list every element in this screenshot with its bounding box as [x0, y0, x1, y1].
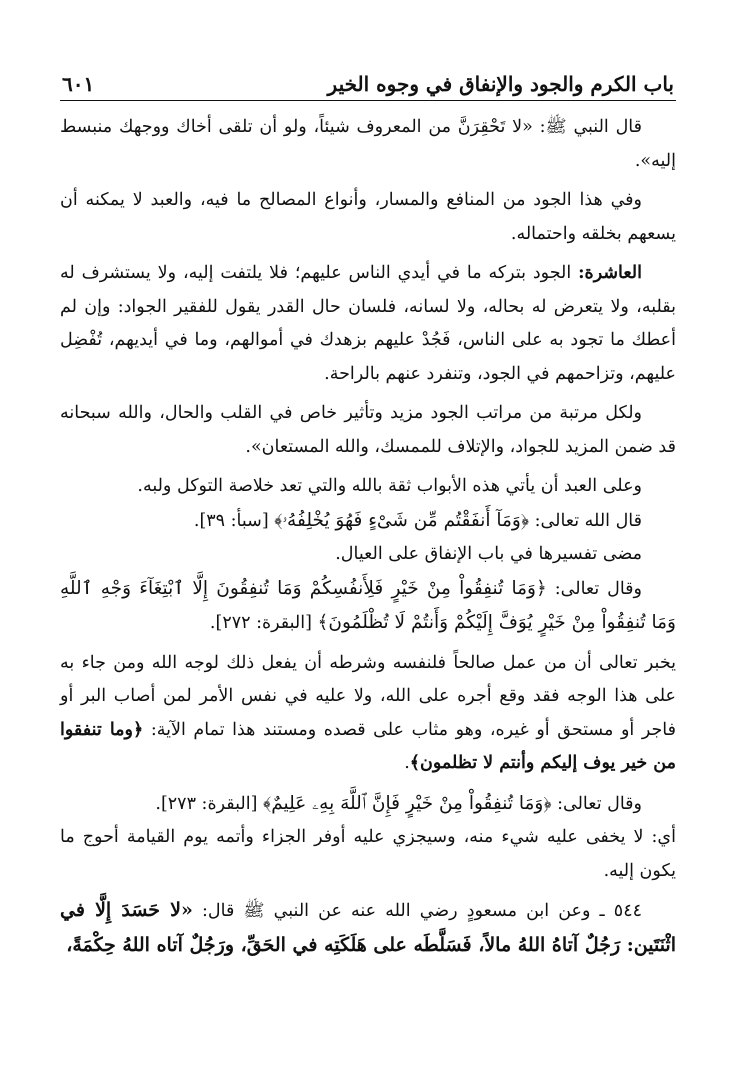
tafsir-end: . — [404, 753, 410, 773]
paragraph-hadith-544 — [60, 894, 676, 963]
quran-verse: ﴿وَمَا تُنفِقُواْ مِنْ خَيْرٍ فَإِنَّ ٱللَّهَ بِهِۦ عَلِيمٌ﴾ — [263, 792, 552, 814]
verse-intro: قال الله تعالى: — [529, 510, 642, 531]
quran-verse: ﴿وَمَا تُنفِقُواْ مِنْ خَيْرٍ فَلِأَنفُسِكُمْ وَمَا تُنفِقُونَ إِلَّا ٱبْتِغَآءَ وَجْهِ ٱللَّهِ وَمَا تُنفِقُواْ مِنْ خَيْرٍ يُوَفَّ إِلَيْكُمْ وَأَنتُمْ لَا تُظْلَمُونَ﴾ — [60, 577, 676, 633]
paragraph-explanation: أي: لا يخفى عليه شيء منه، وسيجزي عليه أوفر الجزاء وأتمه يوم القيامة أحوج ما يكون إليه. — [60, 827, 676, 881]
paragraph-verse-baqara-273 — [60, 787, 676, 822]
paragraph-verse-saba — [60, 504, 676, 539]
hadith-intro: ٥٤٤ ـ وعن ابن مسعودٍ رضي الله عنه عن النبي ﷺ قال: — [192, 901, 642, 921]
paragraph-tafsir — [60, 647, 676, 781]
text-body — [60, 111, 676, 963]
hadith-text: «لا حَسَدَ إِلَّا في اثْنَتَين: رَجُلٌ آتاهُ اللهُ مالاً، فَسَلَّطَه على هَلَكَتِه في الحَقِّ، ورَجُلٌ آتاه اللهُ حِكْمَةً، — [60, 899, 676, 956]
page-number: ٦٠١ — [62, 72, 95, 96]
verse-reference: [سبأ: ٣٩]. — [193, 510, 275, 531]
section-text: الجود بتركه ما في أيدي الناس عليهم؛ فلا يلتفت إليه، ولا يستشرف له بقلبه، ولا يتعرض له بحاله، ولا لسانه، فلسان حال القدر يقول للفقير الجواد: وإن لم أعطك ما تجود به على الناس، فَجُدْ عليهم بزهدك في أموالهم، وما في أيديهم، تُفْضِل عليهم، وتزاحمهم في الجود، وتنفرد عنهم بالراحة. — [60, 263, 676, 384]
verse-reference: [البقرة: ٢٧٢]. — [209, 613, 318, 633]
verse-intro: وقال تعالى: — [551, 793, 642, 814]
chapter-title: باب الكرم والجود والإنفاق في وجوه الخير — [327, 72, 674, 96]
paragraph-tenth — [60, 257, 676, 391]
paragraph-commentary: وفي هذا الجود من المنافع والمسار، وأنواع المصالح ما فيه، والعبد لا يمكنه أن يسعهم بخلقه واحتماله. — [60, 190, 676, 244]
verse-reference: [البقرة: ٢٧٣]. — [155, 793, 263, 814]
section-label: العاشرة: — [578, 263, 642, 283]
paragraph-ranks: ولكل مرتبة من مراتب الجود مزيد وتأثير خاص في القلب والحال، والله سبحانه قد ضمن المزيد للجواد، والإتلاف للممسك، والله المستعان». — [60, 403, 676, 457]
tafsir-text: يخبر تعالى أن من عمل صالحاً فلنفسه وشرطه أن يفعل ذلك لوجه الله ومن جاء به على هذا الوجه فقد وقع أجره على الله، ولا عليه في نفس الأمر لمن أصاب البر أو فاجر أو مستحق أو غيره، وهو مثاب على قصده ومستند هذا تمام الآية: — [60, 652, 677, 740]
verse-intro: وقال تعالى: — [546, 578, 642, 599]
paragraph-hadith-intro: قال النبي ﷺ: «لا تَحْقِرَنَّ من المعروف شيئاً، ولو أن تلقى أخاك ووجهك منبسط إليه». — [60, 117, 676, 171]
quoted-verse: ﴿وما تنفقوا من خير يوف إليكم وأنتم لا تظلمون﴾ — [60, 719, 676, 773]
paragraph-verse-baqara-272 — [60, 572, 676, 641]
quran-verse: ﴿وَمَآ أَنفَقْتُم مِّن شَىْءٍ فَهُوَ يُخْلِفُهُۥ﴾ — [274, 509, 530, 531]
paragraph-trust: وعلى العبد أن يأتي هذه الأبواب ثقة بالله والتي تعد خلاصة التوكل ولبه. — [137, 476, 642, 496]
paragraph-note: مضى تفسيرها في باب الإنفاق على العيال. — [335, 544, 642, 564]
running-header — [60, 70, 676, 101]
